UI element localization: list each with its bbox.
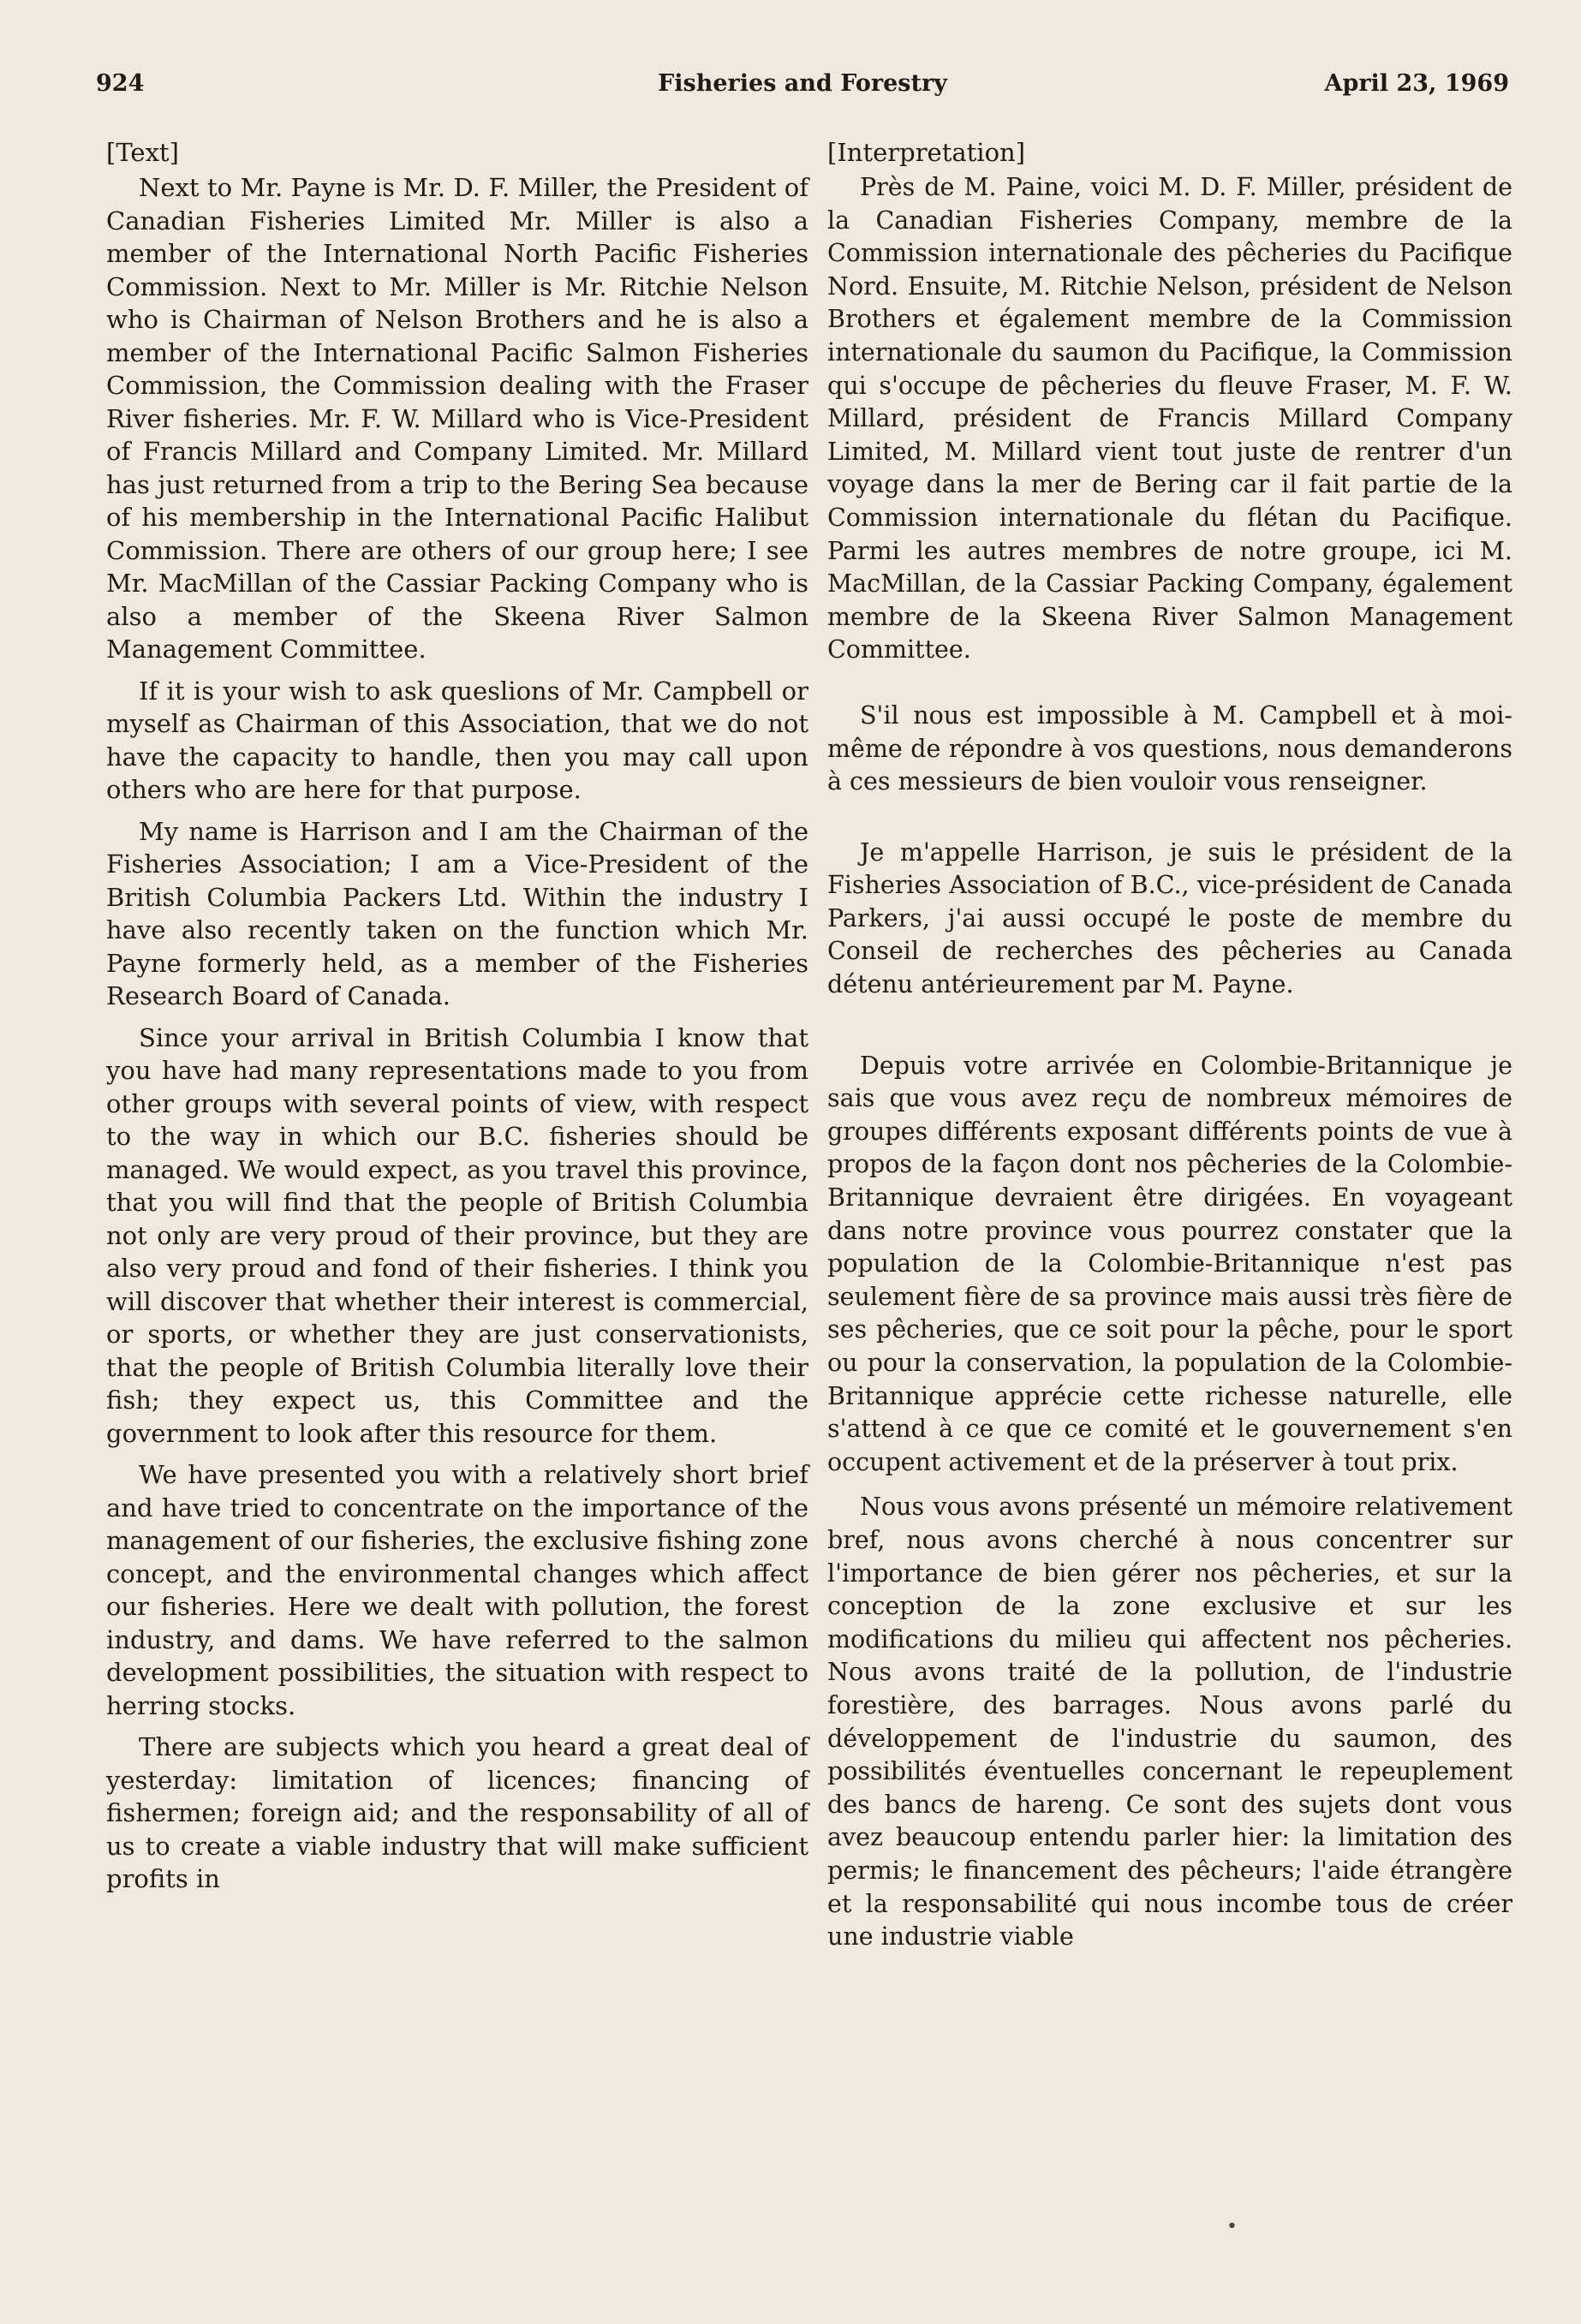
french-column [827, 135, 1512, 1963]
french-paragraph: Près de M. Paine, voici M. D. F. Miller, président de la Canadian Fisheries Company, membre de la Commission internationale des pêcheries du Pacifique Nord. Ensuite, M. Ritchie Nelson, président de Nelson Brothers et également membre de la Commission internationale du saumon du Pacifique, la Commission qui s'occupe de pêcheries du fleuve Fraser, M. F. W. Millard, président de Francis Millard Company Limited, M. Millard vient tout juste de rentrer d'un voyage dans la mer de Bering car il fait partie de la Commission internationale du flétan du Pacifique. Parmi les autres membres de notre groupe, ici M. MacMillan, de la Cassiar Packing Company, également membre de la Skeena River Salmon Management Committee. [827, 173, 1512, 664]
interpretation-tag: [Interpretation] [827, 138, 1026, 167]
text-tag: [Text] [106, 138, 179, 167]
french-paragraph: Nous vous avons présenté un mémoire relativement bref, nous avons cherché à nous concentrer sur l'importance de bien gérer nos pêcheries, et sur la conception de la zone exclusive et sur les modifications du milieu qui affectent nos pêcheries. Nous avons traité de la pollution, de l'industrie forestière, des barrages. Nous avons parlé du développement de l'industrie du saumon, des possibilités éventuelles concernant le repeuplement des bancs de hareng. Ce sont des sujets dont vous avez beaucoup entendu parler hier: la limitation des permis; le financement des pêcheurs; l'aide étrangère et la responsabilité qui nous incombe tous de créer une industrie viable [827, 1493, 1512, 1952]
english-paragraph: Next to Mr. Payne is Mr. D. F. Miller, the President of Canadian Fisheries Limited Mr. Miller is also a member of the International North Pacific Fisheries Commission. Next to Mr. Miller is Mr. Ritchie Nelson who is Chairman of Nelson Brothers and he is also a member of the International Pacific Salmon Fisheries Commission, the Commission dealing with the Fraser River fisheries. Mr. F. W. Millard who is Vice-President of Francis Millard and Company Limited. Mr. Millard has just returned from a trip to the Bering Sea because of his membership in the International Pacific Halibut Commission. There are others of our group here; I see Mr. MacMillan of the Cassiar Packing Company who is also a member of the Skeena River Salmon Management Committee. [106, 173, 808, 664]
french-paragraph: S'il nous est impossible à M. Campbell et à moi-même de répondre à vos questions, nous demanderons à ces messieurs de bien vouloir vous renseigner. [827, 700, 1512, 796]
english-paragraph: We have presented you with a relatively short brief and have tried to concentrate on the importance of the management of our fisheries, the exclusive fishing zone concept, and the environmental changes which affect our fisheries. Here we dealt with pollution, the forest industry, and dams. We have referred to the salmon development possibilities, the situation with respect to herring stocks. [106, 1460, 808, 1720]
french-paragraph: Je m'appelle Harrison, je suis le président de la Fisheries Association of B.C., vice-président de Canada Parkers, j'ai aussi occupé le poste de membre du Conseil de recherches des pêcheries au Canada détenu antérieurement par M. Payne. [827, 837, 1512, 999]
page-number: 924 [96, 70, 145, 97]
footer-mark: • [1226, 2216, 1238, 2238]
english-paragraph: If it is your wish to ask queslions of Mr. Campbell or myself as Chairman of this Association, that we do not have the capacity to handle, then you may call upon others who are here for that purpose. [106, 676, 808, 804]
english-paragraph: Since your arrival in British Columbia I know that you have had many representations made to you from other groups with several points of view, with respect to the way in which our B.C. fisheries should be managed. We would expect, as you travel this province, that you will find that the people of British Columbia not only are very proud of their province, but they are also very proud and fond of their fisheries. I think you will discover that whether their interest is commercial, or sports, or whether they are just conservationists, that the people of British Columbia literally love their fish; they expect us, this Committee and the government to look after this resource for them. [106, 1022, 808, 1448]
page-header [96, 70, 1509, 113]
english-column [106, 135, 808, 1904]
running-title: Fisheries and Forestry [658, 70, 947, 97]
page-date: April 23, 1969 [1324, 70, 1509, 97]
french-paragraph: Depuis votre arrivée en Colombie-Britannique je sais que vous avez reçu de nombreux mémoires de groupes différents exposant différents points de vue à propos de la façon dont nos pêcheries de la Colombie-Britannique devraient être dirigées. En voyageant dans notre province vous pourrez constater que la population de la Colombie-Britannique n'est pas seulement fière de sa province mais aussi très fière de ses pêcheries, que ce soit pour la pêche, pour le sport ou pour la conservation, la population de la Colombie-Britannique apprécie cette richesse naturelle, elle s'attend à ce que ce comité et le gouvernement s'en occupent activement et de la préserver à tout prix. [827, 1051, 1512, 1476]
english-paragraph: My name is Harrison and I am the Chairman of the Fisheries Association; I am a Vice-President of the British Columbia Packers Ltd. Within the industry I have also recently taken on the function which Mr. Payne formerly held, as a member of the Fisheries Research Board of Canada. [106, 816, 808, 1010]
english-paragraph: There are subjects which you heard a great deal of yesterday: limitation of licences; financing of fishermen; foreign aid; and the responsability of all of us to create a viable industry that will make sufficient profits in [106, 1732, 808, 1893]
